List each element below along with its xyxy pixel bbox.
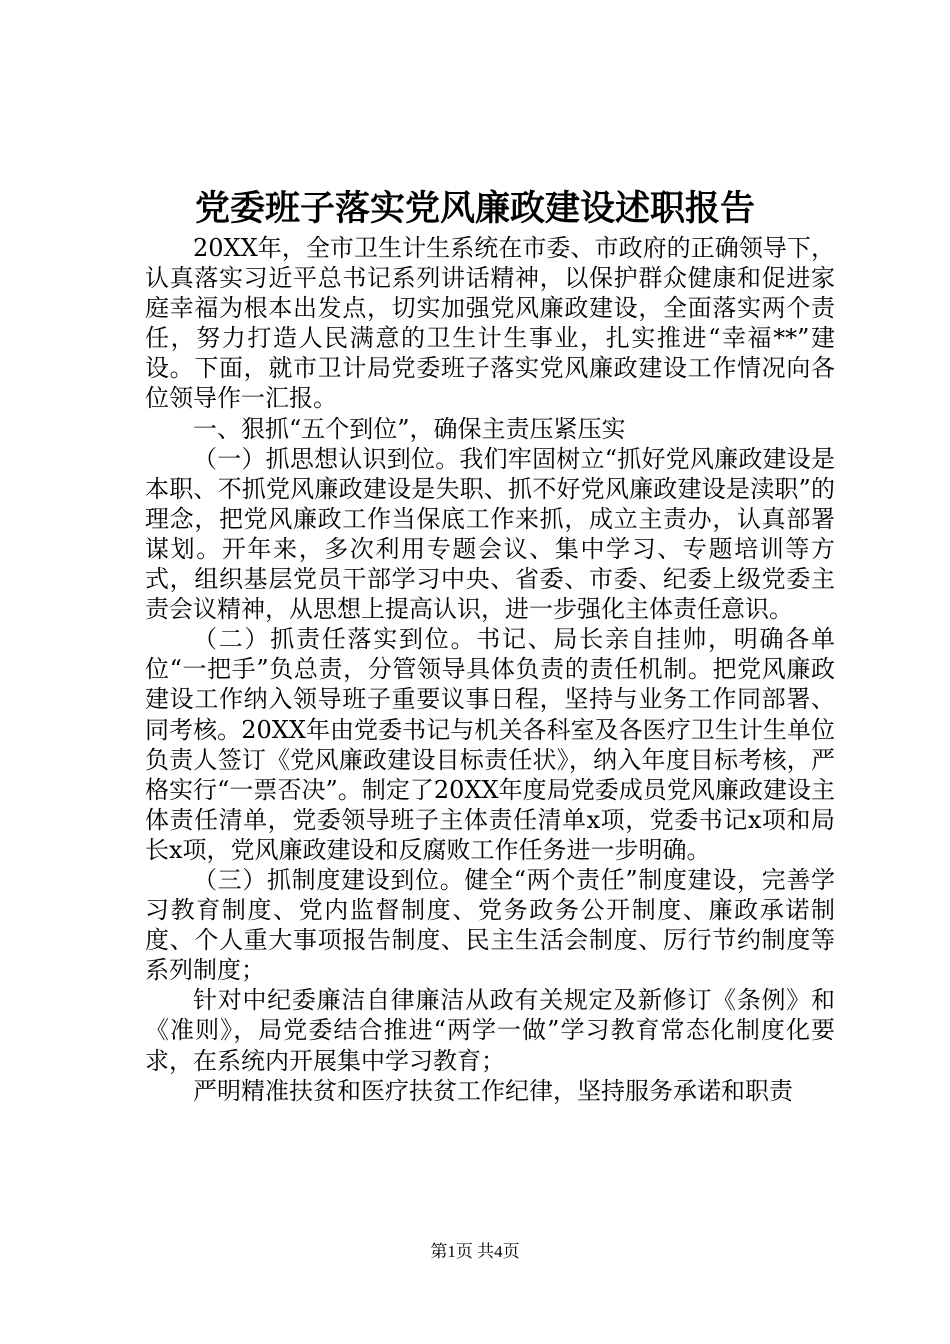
subsection-paragraph-3: （三）抓制度建设到位。健全“两个责任”制度建设，完善学习教育制度、党内监督制度、党务政务公开制度、廉政承诺制度、个人重大事项报告制度、民主生活会制度、厉行节约制度等系列制度； [145,865,835,985]
page-title: 党委班子落实党风廉政建设述职报告 [194,188,755,229]
document-body [145,233,835,1106]
body-paragraph-continued: 严明精准扶贫和医疗扶贫工作纪律，坚持服务承诺和职责 [193,1076,793,1105]
intro-paragraph: 20XX年，全市卫生计生系统在市委、市政府的正确领导下，认真落实习近平总书记系列讲话精神，以保护群众健康和促进家庭幸福为根本出发点，切实加强党风廉政建设，全面落实两个责任，努力打造人民满意的卫生计生事业，扎实推进“幸福**”建设。下面，就市卫计局党委班子落实党风廉政建设工作情况向各位领导作一汇报。 [145,234,835,413]
section-heading-1: 一、狠抓“五个到位”，确保主责压紧压实 [193,414,626,443]
body-paragraph: 针对中纪委廉洁自律廉洁从政有关规定及新修订《条例》和《准则》，局党委结合推进“两学一做”学习教育常态化制度化要求，在系统内开展集中学习教育； [145,986,835,1075]
subsection-paragraph-1: （一）抓思想认识到位。我们牢固树立“抓好党风廉政建设是本职、不抓党风廉政建设是失职、抓不好党风廉政建设是渎职”的理念，把党风廉政工作当保底工作来抓，成立主责办，认真部署谋划。开年来，多次利用专题会议、集中学习、专题培训等方式，组织基层党员干部学习中央、省委、市委、纪委上级党委主责会议精神，从思想上提高认识，进一步强化主体责任意识。 [145,444,835,624]
page-number-footer: 第1页 共4页 [430,1242,520,1261]
subsection-paragraph-2: （二）抓责任落实到位。书记、局长亲自挂帅，明确各单位“一把手”负总责，分管领导具体负责的责任机制。把党风廉政建设工作纳入领导班子重要议事日程，坚持与业务工作同部署、同考核。20XX年由党委书记与机关各科室及各医疗卫生计生单位负责人签订《党风廉政建设目标责任状》，纳入年度目标考核，严格实行“一票否决”。制定了20XX年度局党委成员党风廉政建设主体责任清单，党委领导班子主体责任清单x项，党委书记x项和局长x项，党风廉政建设和反腐败工作任务进一步明确。 [145,625,835,864]
